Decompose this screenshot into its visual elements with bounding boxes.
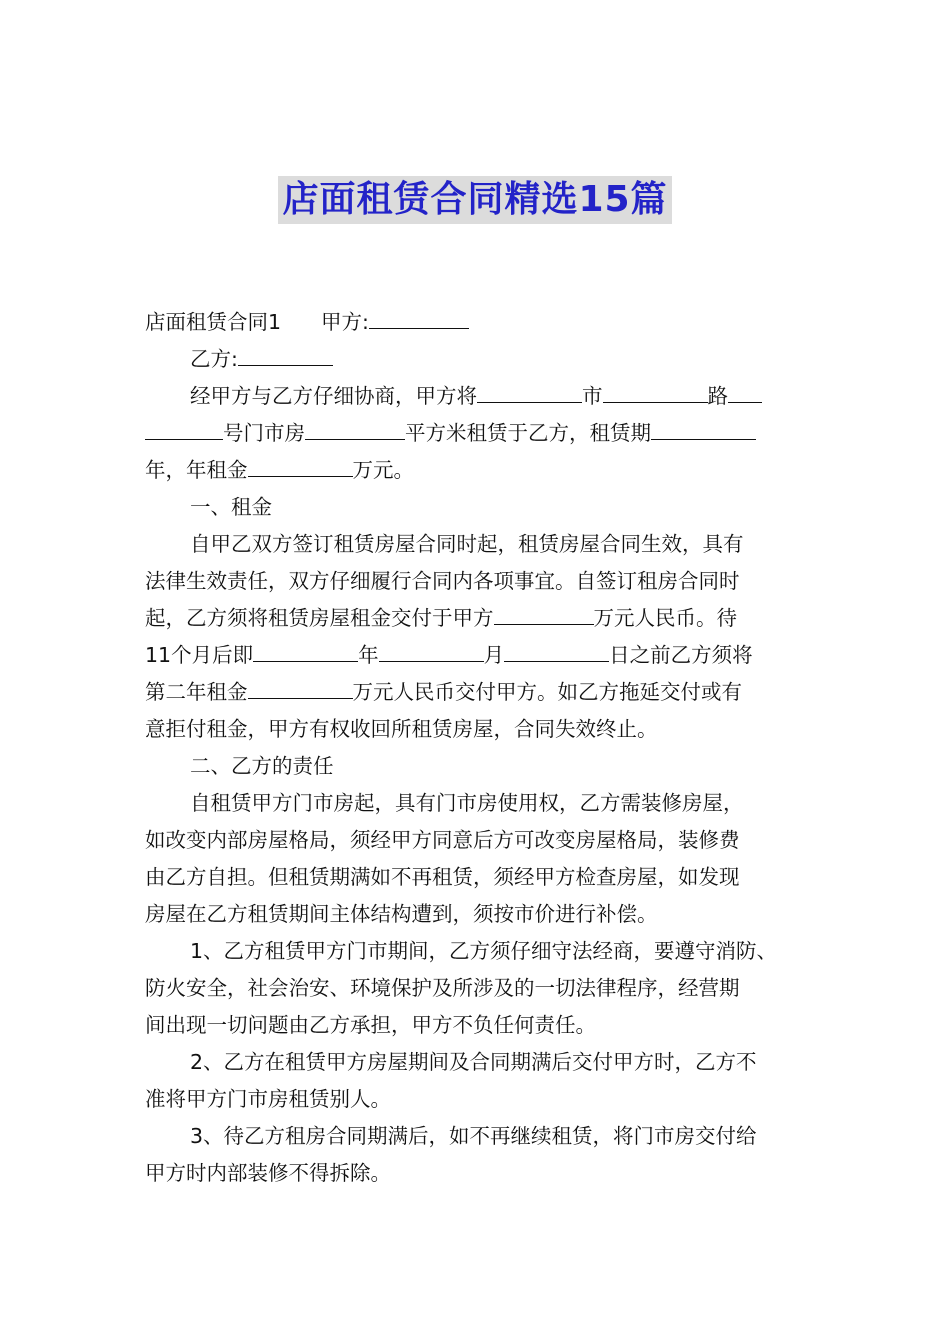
clause-2-line: 准将甲方门市房租赁别人。: [145, 1087, 391, 1111]
party-b-blank: [238, 343, 333, 366]
paragraph-line: [145, 415, 810, 452]
day-blank: [504, 639, 609, 662]
term-blank: [651, 417, 756, 440]
section-heading-responsibility: 二、乙方的责任: [190, 754, 334, 778]
text-segment: 第二年租金: [145, 680, 248, 704]
text-segment: 平方米租赁于乙方，租赁期: [405, 421, 651, 445]
month-blank: [379, 639, 484, 662]
paragraph-line: 自租赁甲方门市房起，具有门市房使用权，乙方需装修房屋，: [190, 791, 744, 815]
paragraph-line: 意拒付租金，甲方有权收回所租赁房屋，合同失效终止。: [145, 717, 658, 741]
paragraph-line: [145, 378, 810, 415]
party-a-label: 甲方:: [321, 310, 369, 334]
paragraph-line: 自甲乙双方签订租赁房屋合同时起，租赁房屋合同生效，具有: [190, 532, 744, 556]
text-segment: 万元人民币交付甲方。如乙方拖延交付或有: [352, 680, 742, 704]
party-b-label: 乙方:: [190, 347, 238, 371]
road-blank: [603, 380, 708, 403]
clause-3-line: 甲方时内部装修不得拆除。: [145, 1161, 391, 1185]
paragraph-line: 房屋在乙方租赁期间主体结构遭到，须按市价进行补偿。: [145, 902, 658, 926]
payment-blank: [494, 602, 594, 625]
document-body: [145, 304, 810, 1192]
text-segment: 年: [358, 643, 379, 667]
text-segment: 月: [483, 643, 505, 667]
text-segment: 经甲方与乙方仔细协商，甲方将: [190, 384, 477, 408]
clause-3-line: 3、待乙方租房合同期满后，如不再继续租赁，将门市房交付给: [190, 1124, 757, 1148]
number-blank-end: [145, 417, 223, 440]
paragraph-line: [145, 600, 810, 637]
paragraph-line: [145, 452, 810, 489]
text-segment: 万元人民币。待: [593, 606, 737, 630]
contract-heading-line: [145, 304, 810, 341]
clause-2-line: 2、乙方在租赁甲方房屋期间及合同期满后交付甲方时，乙方不: [190, 1050, 757, 1074]
paragraph-line: [145, 674, 810, 711]
paragraph-line: 如改变内部房屋格局，须经甲方同意后方可改变房屋格局，装修费: [145, 828, 740, 852]
area-blank: [305, 417, 405, 440]
text-segment: 11个月后即: [145, 643, 254, 667]
second-year-rent-blank: [248, 676, 353, 699]
party-a-blank: [369, 306, 469, 329]
number-blank-start: [728, 380, 762, 403]
rent-blank: [248, 454, 353, 477]
clause-1-line: 防火安全，社会治安、环境保护及所涉及的一切法律程序，经营期: [145, 976, 740, 1000]
text-segment: 号门市房: [223, 421, 305, 445]
clause-1-line: 间出现一切问题由乙方承担，甲方不负任何责任。: [145, 1013, 596, 1037]
text-segment: 起，乙方须将租赁房屋租金交付于甲方: [145, 606, 494, 630]
text-segment: 路: [707, 384, 728, 408]
year-blank: [253, 639, 358, 662]
document-title-text: 店面租赁合同精选15篇: [278, 176, 671, 224]
document-title: [0, 176, 950, 224]
text-segment: 市: [582, 384, 603, 408]
text-segment: 万元。: [352, 458, 414, 482]
paragraph-line: 由乙方自担。但租赁期满如不再租赁，须经甲方检查房屋，如发现: [145, 865, 740, 889]
paragraph-line: [145, 637, 810, 674]
text-segment: 年，年租金: [145, 458, 248, 482]
section-heading-rent: 一、租金: [190, 495, 272, 519]
party-b-line: [145, 341, 810, 378]
contract-number: 店面租赁合同1: [145, 310, 282, 334]
text-segment: 日之前乙方须将: [609, 643, 753, 667]
clause-1-line: 1、乙方租赁甲方门市期间，乙方须仔细守法经商，要遵守消防、: [190, 939, 778, 963]
city-blank: [477, 380, 582, 403]
paragraph-line: 法律生效责任，双方仔细履行合同内各项事宜。自签订租房合同时: [145, 569, 740, 593]
